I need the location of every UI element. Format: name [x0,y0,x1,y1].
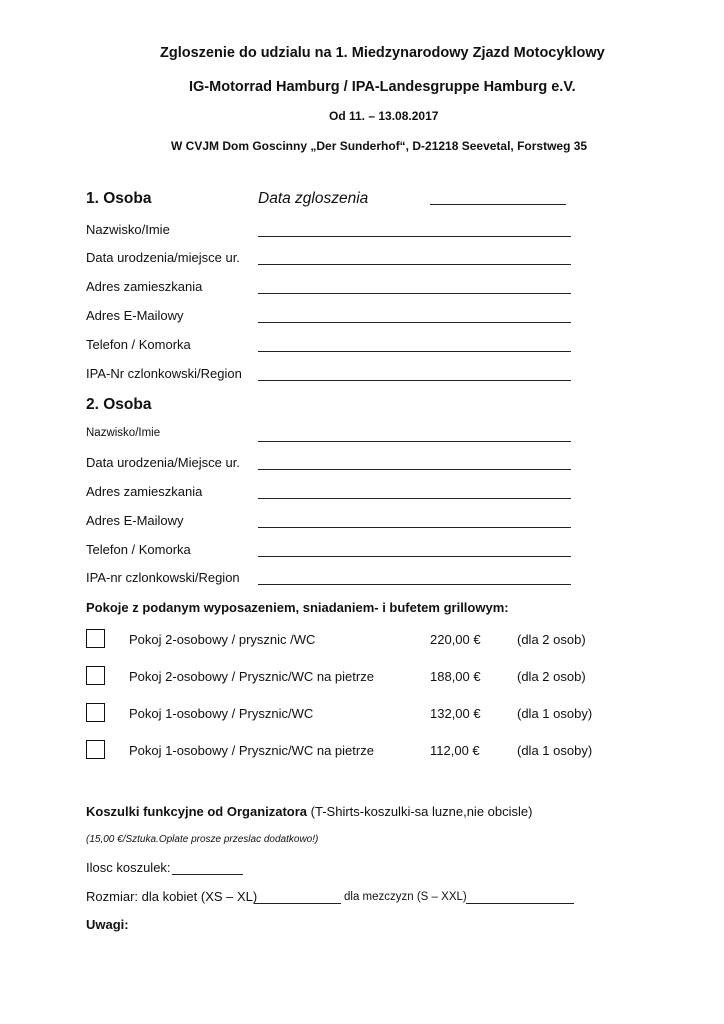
person2-field-input-1[interactable] [258,469,571,470]
person1-field-label-2: Adres zamieszkania [86,279,203,294]
person2-field-input-0[interactable] [258,441,571,442]
date-of-registration-field[interactable] [430,204,566,205]
room-checkbox-1[interactable] [86,666,105,685]
room-note-3: (dla 1 osoby) [517,743,593,758]
person2-field-label-5: IPA-nr czlonkowski/Region [86,570,240,585]
shirt-count-label: Ilosc koszulek: [86,860,171,875]
event-venue: W CVJM Dom Goscinny „Der Sunderhof“, D-21218 Seevetal, Forstweg 35 [171,139,588,153]
person1-field-input-4[interactable] [258,351,571,352]
date-of-registration-label: Data zgloszenia [258,190,369,207]
person2-field-label-3: Adres E-Mailowy [86,513,184,528]
size-women-label: Rozmiar: dla kobiet (XS – XL) [86,889,258,904]
title-line-1: Zgloszenie do udzialu na 1. Miedzynarodowy Zjazd Motocyklowy [160,45,605,61]
shirts-heading-bold: Koszulki funkcyjne od Organizatora [86,804,308,819]
person2-field-label-2: Adres zamieszkania [86,484,203,499]
room-name-2: Pokoj 1-osobowy / Prysznic/WC [129,706,314,721]
room-name-1: Pokoj 2-osobowy / Prysznic/WC na pietrze [129,669,374,684]
person2-field-label-0: Nazwisko/Imie [86,427,161,439]
room-price-0: 220,00 € [430,632,481,647]
person1-field-label-3: Adres E-Mailowy [86,308,184,323]
size-women-field[interactable] [254,903,341,904]
person1-field-input-5[interactable] [258,380,571,381]
room-price-3: 112,00 € [430,743,480,758]
room-price-1: 188,00 € [430,669,481,684]
room-checkbox-3[interactable] [86,740,105,759]
person2-field-label-4: Telefon / Komorka [86,542,191,557]
person1-field-input-1[interactable] [258,264,571,265]
person2-field-input-2[interactable] [258,498,571,499]
person1-field-label-0: Nazwisko/Imie [86,222,170,237]
person1-field-label-5: IPA-Nr czlonkowski/Region [86,366,242,381]
person1-field-input-3[interactable] [258,322,571,323]
person2-heading: 2. Osoba [86,396,152,413]
room-note-2: (dla 1 osoby) [517,706,593,721]
room-name-3: Pokoj 1-osobowy / Prysznic/WC na pietrze [129,743,374,758]
room-note-0: (dla 2 osob) [517,632,586,647]
title-line-2: IG-Motorrad Hamburg / IPA-Landesgruppe Hamburg e.V. [189,79,576,95]
shirts-price-note: (15,00 €/Sztuka.Oplate prosze przeslac dodatkowo!) [86,834,319,845]
person1-heading: 1. Osoba [86,190,152,207]
person2-field-input-5[interactable] [258,584,571,585]
size-men-field[interactable] [466,903,574,904]
rooms-heading: Pokoje z podanym wyposazeniem, sniadaniem- i bufetem grillowym: [86,600,509,615]
room-checkbox-0[interactable] [86,629,105,648]
shirts-heading-rest: (T-Shirts-koszulki-sa luzne,nie obcisle) [307,804,533,819]
room-price-2: 132,00 € [430,706,481,721]
size-men-label: dla mezczyzn (S – XXL) [344,891,467,903]
person2-field-input-3[interactable] [258,527,571,528]
person1-field-label-1: Data urodzenia/miejsce ur. [86,250,240,265]
person1-field-label-4: Telefon / Komorka [86,337,191,352]
event-dates: Od 11. – 13.08.2017 [329,109,439,123]
shirts-heading [86,804,532,819]
person2-field-input-4[interactable] [258,556,571,557]
room-checkbox-2[interactable] [86,703,105,722]
room-note-1: (dla 2 osob) [517,669,586,684]
remarks-label: Uwagi: [86,917,129,932]
shirt-count-field[interactable] [172,874,243,875]
room-name-0: Pokoj 2-osobowy / prysznic /WC [129,632,316,647]
person1-field-input-2[interactable] [258,293,571,294]
person1-field-input-0[interactable] [258,236,571,237]
person2-field-label-1: Data urodzenia/Miejsce ur. [86,455,240,470]
